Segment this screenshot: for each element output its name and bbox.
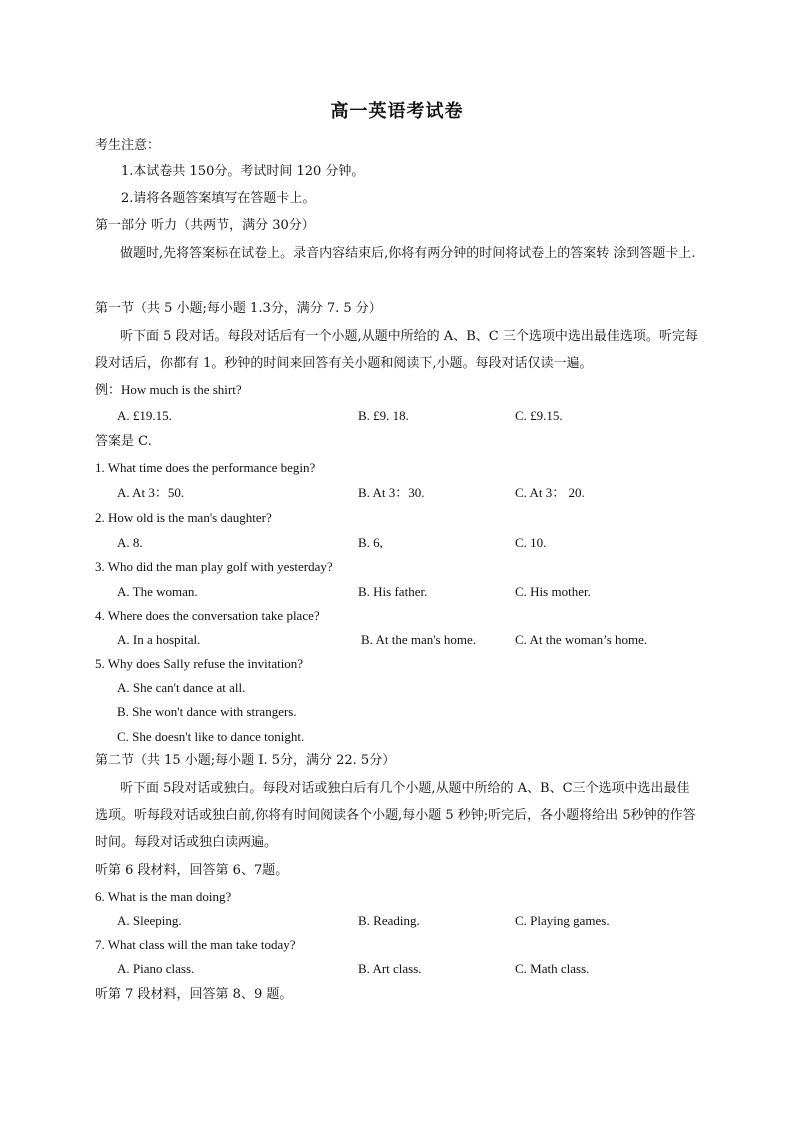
option-c: C. Playing games. [515,913,610,928]
question-7: 7. What class will the man take today? [95,937,296,952]
material-6: 听第 6 段材料，回答第 6、7题。 [95,863,289,878]
question-5: 5. Why does Sally refuse the invitation? [95,656,304,671]
question-2: 2. How old is the man's daughter? [95,510,272,525]
notice-item: 2.请将各题答案填写在答题卡上。 [121,191,316,206]
option-b: B. His father. [358,584,428,599]
option-b: B. Reading. [358,913,420,928]
example-question: 例：How much is the shirt? [95,382,242,397]
option-a: A. Piano class. [117,961,195,976]
question-3: 3. Who did the man play golf with yesterday? [95,559,333,574]
material-7: 听第 7 段材料，回答第 8、9 题。 [95,987,293,1002]
option-a: A. £19.15. [117,408,172,423]
option-a: A. Sleeping. [117,913,182,928]
question-6: 6. What is the man doing? [95,889,232,904]
option-c: C. She doesn't like to dance tonight. [117,729,305,744]
option-c: C. His mother. [515,584,591,599]
option-c: C. At the woman’s home. [515,632,648,647]
section2-heading: 第二节（共 15 小题;每小题 I. 5分，满分 22. 5分） [95,753,396,768]
option-b: B. Art class. [358,961,422,976]
option-b: B. She won't dance with strangers. [117,704,297,719]
option-b: B. At 3：30. [358,485,425,500]
notice-label: 考生注意： [95,138,161,153]
option-b: B. At the man's home. [361,632,477,647]
part1-heading: 第一部分 听力（共两节，满分 30分） [95,218,315,233]
option-b: B. 6, [358,535,383,550]
option-b: B. £9. 18. [358,408,409,423]
example-answer: 答案是 C. [95,434,152,449]
question-4: 4. Where does the conversation take place? [95,608,320,623]
option-a: A. 8. [117,535,143,550]
part1-intro: 做题时,先将答案标在试卷上。录音内容结束后,你将有两分钟的时间将试卷上的答案转 涂到答题卡上. [120,246,696,261]
notice-item: 1.本试卷共 150分。考试时间 120 分钟。 [121,164,365,179]
option-c: C. Math class. [515,961,590,976]
option-a: A. In a hospital. [117,632,201,647]
option-c: C. 10. [515,535,547,550]
section1-heading: 第一节（共 5 小题;每小题 1.3分，满分 7. 5 分） [95,301,382,316]
option-a: A. She can't dance at all. [117,680,246,695]
section1-intro: 听下面 5 段对话。每段对话后有一个小题,从题中所给的 A、B、C 三个选项中选出最佳选项。听完每段对话后，你都有 1。秒钟的时间来回答有关小题和阅读下,小题。每段对话仅读一遍。 [95,329,698,371]
option-a: A. At 3：50. [117,485,185,500]
option-c: C. £9.15. [515,408,563,423]
question-1: 1. What time does the performance begin? [95,460,316,475]
page-title: 高一英语考试卷 [330,101,464,122]
option-a: A. The woman. [117,584,198,599]
option-c: C. At 3： 20. [515,485,585,500]
section2-intro: 听下面 5段对话或独白。每段对话或独白后有几个小题,从题中所给的 A、B、C三个选项中选出最佳选项。听每段对话或独白前,你将有时间阅读各个小题,每小题 5 秒钟;听完后，各小题将给出 5秒钟的作答时间。每段对话或独白读两遍。 [95,781,696,850]
